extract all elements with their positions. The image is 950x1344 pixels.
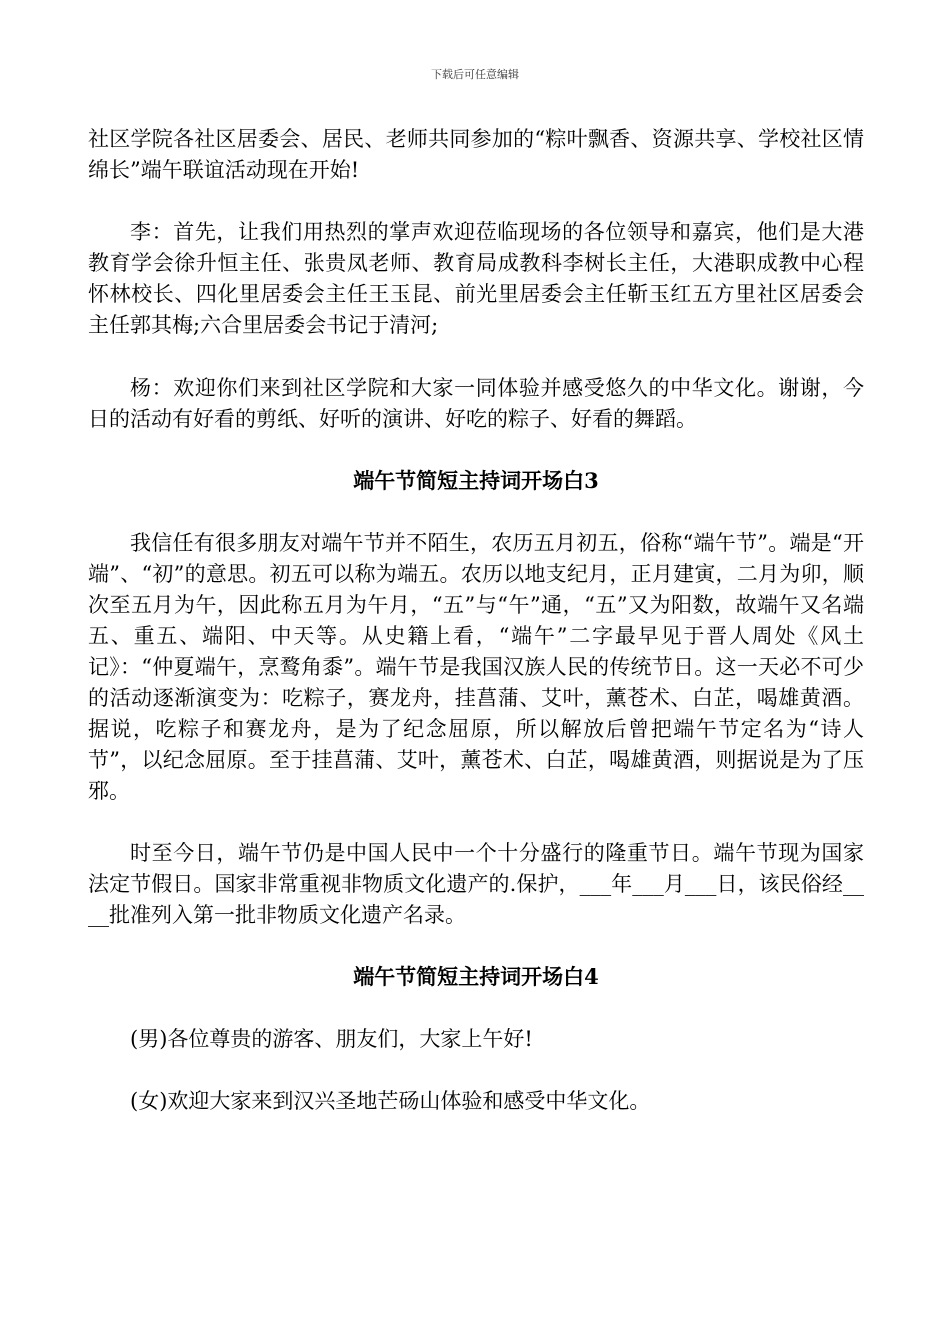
page-header: 下载后可任意编辑 — [431, 68, 519, 81]
section-heading-3: 端午节简短主持词开场白3 — [353, 468, 599, 493]
paragraph-dragon-boat-history: 我信任有很多朋友对端午节并不陌生，农历五月初五，俗称“端午节”。端是“开端”、“初”的意思。初五可以称为端五。农历以地支纪月，正月建寅，二月为卯，顺次至五月为午，因此称五月为午月，“五”与“午”通，“五”又为阳数，故端午又名端五、重五、端阳、中天等。从史籍上看，“端午”二字最早见于晋人周处《风土记》：“仲夏端午，烹鹜角黍”。端午节是我国汉族人民的传统节日。这一天必不可少的活动逐渐演变为：吃粽子，赛龙舟，挂菖蒲、艾叶，薰苍术、白芷，喝雄黄酒。据说，吃粽子和赛龙舟，是为了纪念屈原，所以解放后曾把端午节定名为“诗人节”，以纪念屈原。至于挂菖蒲、艾叶，薰苍术、白芷，喝雄黄酒，则据说是为了压邪。 — [88, 531, 864, 803]
paragraph-male-host-greeting: (男)各位尊贵的游客、朋友们，大家上午好! — [130, 1027, 533, 1051]
paragraph-yang-welcome: 杨：欢迎你们来到社区学院和大家一同体验并感受悠久的中华文化。谢谢，今日的活动有好看的剪纸、好听的演讲、好吃的粽子、好看的舞蹈。 — [88, 376, 864, 431]
document-body — [88, 124, 864, 1117]
paragraph-intro-continuation: 社区学院各社区居委会、居民、老师共同参加的“粽叶飘香、资源共享、学校社区情绵长”端午联谊活动现在开始! — [88, 127, 864, 182]
paragraph-li-welcome-guests: 李：首先，让我们用热烈的掌声欢迎莅临现场的各位领导和嘉宾，他们是大港教育学会徐升恒主任、张贵凤老师、教育局成教科李树长主任，大港职成教中心程怀林校长、四化里居委会主任王玉昆、前光里居委会主任靳玉红五方里社区居委会主任郭其梅;六合里居委会书记于清河; — [88, 220, 864, 337]
paragraph-heritage: 时至今日，端午节仍是中国人民中一个十分盛行的隆重节日。端午节现为国家法定节假日。国家非常重视非物质文化遗产的.保护，___年___月___日，该民俗经____批准列入第一批非物质文化遗产名录。 — [88, 841, 864, 927]
section-heading-4: 端午节简短主持词开场白4 — [353, 964, 599, 989]
paragraph-female-host-greeting: (女)欢迎大家来到汉兴圣地芒砀山体验和感受中华文化。 — [130, 1089, 651, 1113]
